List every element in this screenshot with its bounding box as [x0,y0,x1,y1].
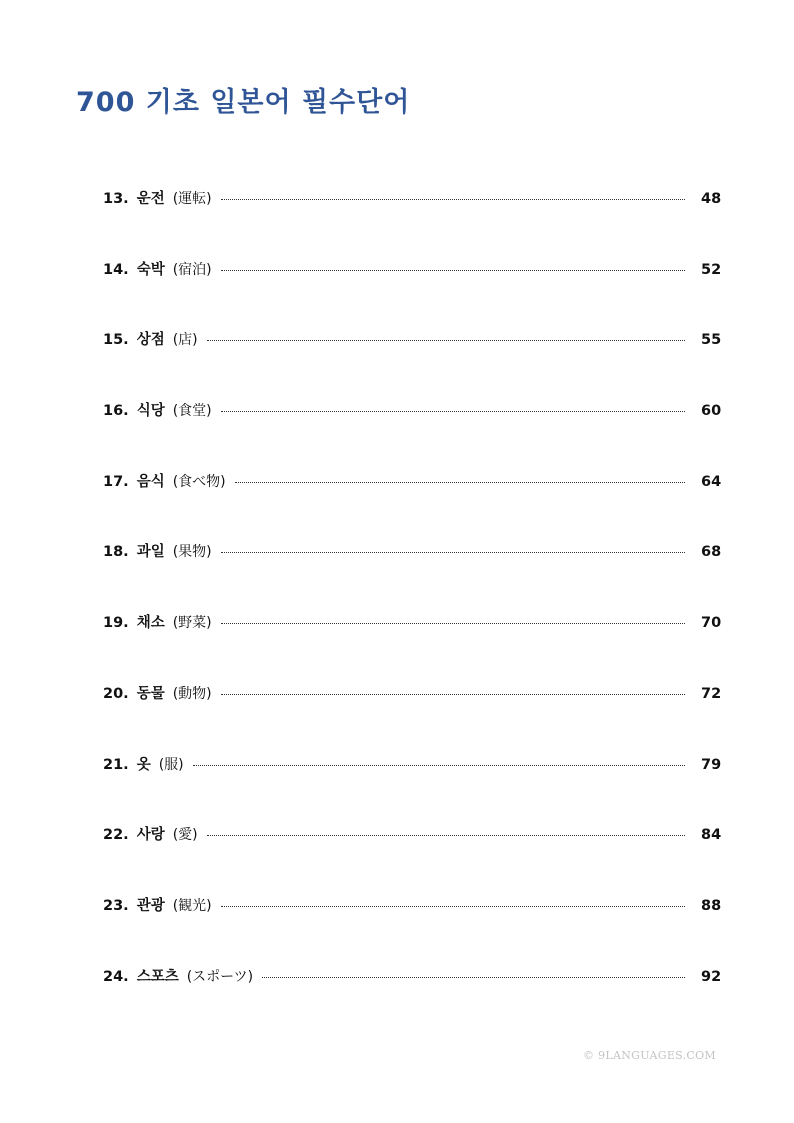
entry-number: 14. [103,261,129,278]
toc-entry[interactable] [103,187,722,258]
entry-page-number: 79 [701,756,722,773]
entry-japanese-title: (運転) [172,191,212,207]
entry-page-number: 55 [701,332,722,349]
entry-page-number: 92 [701,968,722,985]
toc-entry[interactable] [103,611,722,682]
entry-korean-title: 과일 [136,544,165,561]
entry-japanese-title: (宿泊) [172,261,212,278]
toc-entry[interactable] [103,258,722,329]
entry-japanese-title: (食堂) [172,403,212,420]
entry-korean-title: 옷 [136,756,151,773]
copyright-footer: © 9LANGUAGES.COM [583,1049,716,1062]
entry-korean-title: 운전 [136,191,165,207]
dot-leader [207,340,685,341]
toc-entry[interactable] [103,753,722,824]
entry-number: 21. [103,756,129,773]
toc-entry[interactable] [103,328,722,399]
entry-japanese-title: (スポーツ) [186,968,254,985]
entry-number: 18. [103,544,129,561]
entry-page-number: 52 [701,261,722,278]
toc-entry[interactable] [103,682,722,753]
entry-japanese-title: (果物) [172,544,212,561]
toc-entry[interactable] [103,399,722,470]
dot-leader [221,694,685,695]
entry-number: 20. [103,685,129,702]
dot-leader [221,552,685,553]
dot-leader [235,482,685,483]
entry-korean-title: 채소 [136,615,165,632]
dot-leader [207,835,685,836]
toc-entry[interactable] [103,965,722,1036]
toc-entry[interactable] [103,823,722,894]
entry-japanese-title: (食べ物) [172,473,226,490]
dot-leader [221,270,685,271]
entry-japanese-title: (愛) [172,827,198,844]
dot-leader [221,906,685,907]
entry-japanese-title: (野菜) [172,615,212,632]
entry-page-number: 84 [701,827,722,844]
entry-page-number: 72 [701,685,722,702]
entry-number: 24. [103,968,129,985]
entry-number: 17. [103,473,129,490]
entry-number: 15. [103,332,129,349]
entry-korean-title: 숙박 [136,261,165,278]
entry-japanese-title: (動物) [172,685,212,702]
entry-page-number: 60 [701,403,722,420]
entry-korean-title: 동물 [136,685,165,702]
toc-entry[interactable] [103,540,722,611]
dot-leader [221,411,685,412]
dot-leader [221,199,685,200]
entry-korean-title: 상점 [136,332,165,349]
toc-entry[interactable] [103,470,722,541]
entry-page-number: 64 [701,473,722,490]
entry-japanese-title: (店) [172,332,198,349]
page-title: 700 기초 일본어 필수단어 [76,87,411,118]
entry-number: 22. [103,827,129,844]
entry-number: 23. [103,897,129,914]
dot-leader [193,765,685,766]
entry-number: 19. [103,615,129,632]
dot-leader [262,977,685,978]
entry-page-number: 88 [701,897,722,914]
entry-korean-title: 음식 [136,473,165,490]
entry-number: 16. [103,403,129,420]
entry-japanese-title: (服) [158,756,184,773]
entry-page-number: 48 [701,191,722,207]
entry-japanese-title: (観光) [172,897,212,914]
entry-page-number: 68 [701,544,722,561]
dot-leader [221,623,685,624]
entry-number: 13. [103,191,129,207]
toc-entry[interactable] [103,894,722,965]
entry-korean-title: 스포츠 [136,968,179,985]
entry-korean-title: 사랑 [136,827,165,844]
entry-korean-title: 관광 [136,897,165,914]
entry-korean-title: 식당 [136,403,165,420]
table-of-contents [103,187,722,1035]
entry-page-number: 70 [701,615,722,632]
